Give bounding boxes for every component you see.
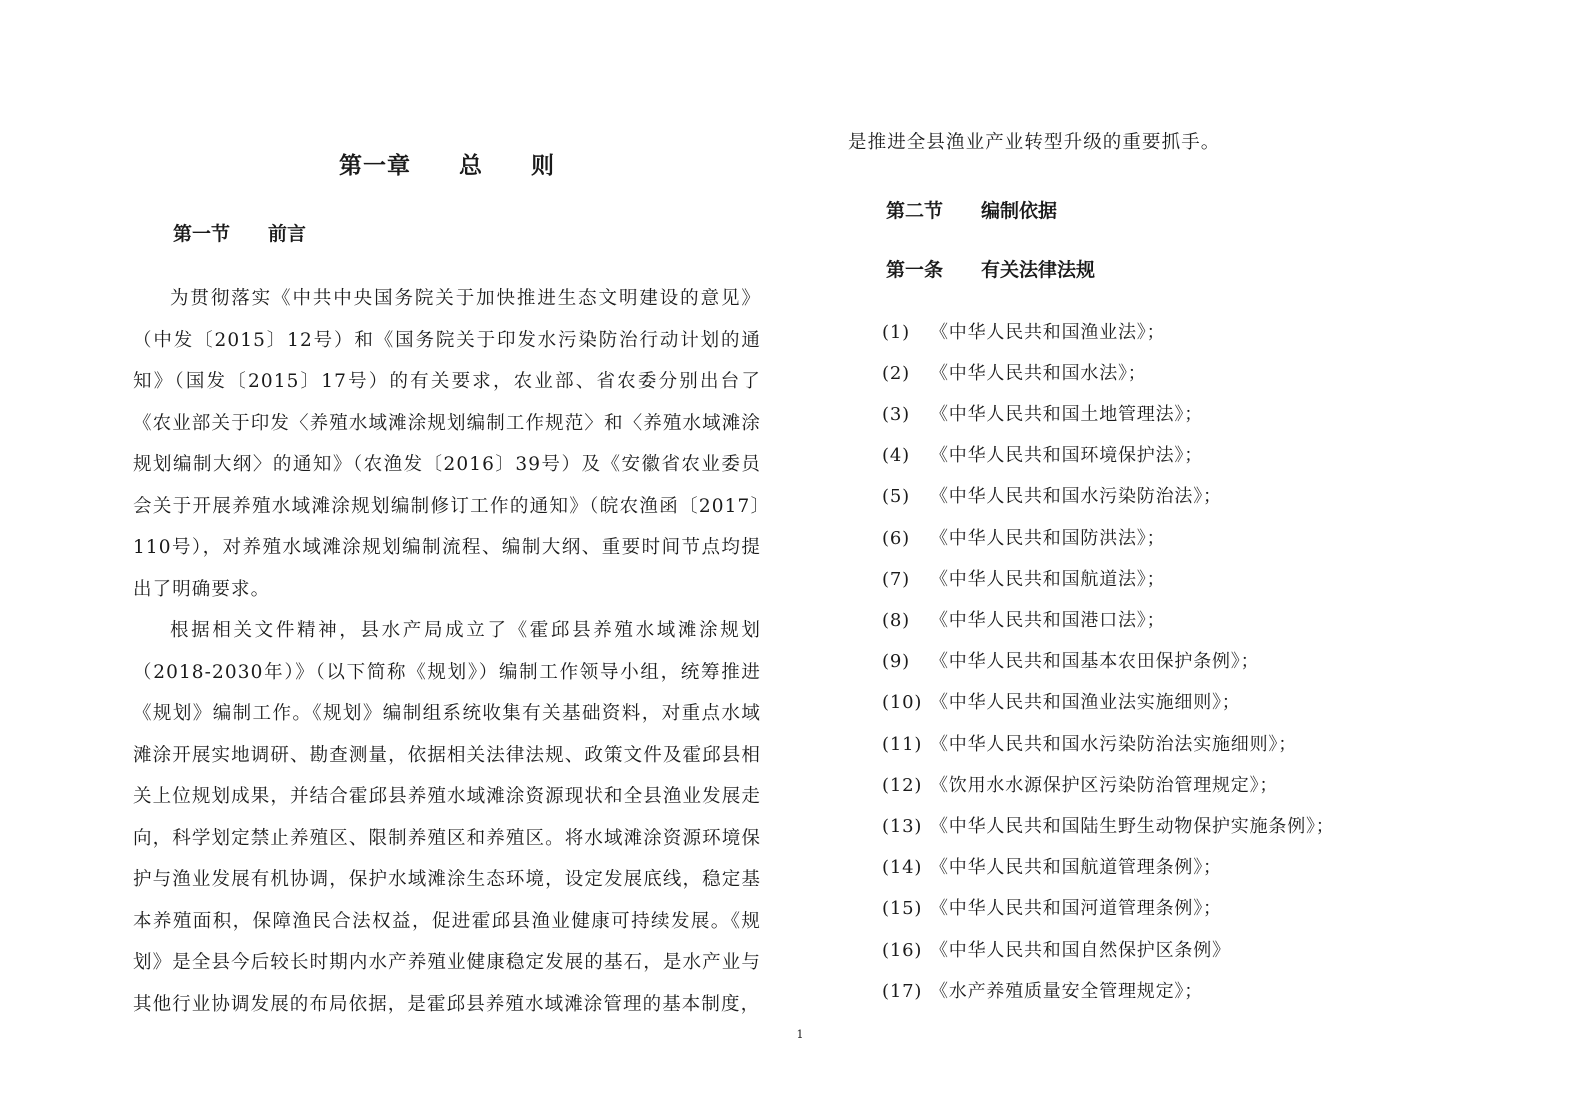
page-number: 1 [796, 1028, 804, 1041]
article-heading-laws: 第一条 有关法律法规 [886, 258, 1096, 281]
law-item [882, 518, 1448, 559]
law-item [882, 724, 1448, 765]
law-title: 《中华人民共和国渔业法》； [930, 321, 1166, 343]
law-item [882, 682, 1448, 723]
law-item [882, 312, 1448, 353]
law-item [882, 641, 1448, 682]
law-number: (9) [882, 651, 910, 673]
left-column [133, 140, 761, 1025]
law-item [882, 600, 1448, 641]
paragraph: 为贯彻落实《中共中央国务院关于加快推进生态文明建设的意见》（中发〔2015〕12号）和《国务院关于印发水污染防治行动计划的通知》（国发〔2015〕17号）的有关要求，农业部、省农委分别出台了《农业部关于印发〈养殖水域滩涂规划编制工作规范〉和〈养殖水域滩涂规划编制大纲〉的通知》（农渔发〔2016〕39号）及《安徽省农业委员会关于开展养殖水域滩涂规划编制修订工作的通知》（皖农渔函〔2017〕110号），对养殖水域滩涂规划编制流程、编制大纲、重要时间节点均提出了明确要求。 [133, 288, 761, 600]
law-title: 《中华人民共和国河道管理条例》； [930, 898, 1222, 920]
law-item [882, 765, 1448, 806]
right-column [848, 122, 1448, 1012]
law-title: 《中华人民共和国水法》； [930, 362, 1147, 384]
law-title: 《中华人民共和国环境保护法》； [930, 445, 1203, 467]
law-title: 《中华人民共和国基本农田保护条例》； [930, 651, 1260, 673]
law-number: (15) [882, 898, 923, 920]
law-item [882, 559, 1448, 600]
section-heading-basis: 第二节 编制依据 [886, 199, 1058, 222]
law-item [882, 847, 1448, 888]
law-number: (5) [882, 486, 910, 508]
law-item [882, 888, 1448, 929]
law-title: 《中华人民共和国自然保护区条例》 [930, 939, 1231, 961]
law-item [882, 806, 1448, 847]
law-number: (12) [882, 774, 923, 796]
law-item [882, 971, 1448, 1012]
law-number: (2) [882, 362, 910, 384]
law-number: (16) [882, 939, 923, 961]
law-title: 《中华人民共和国水污染防治法》； [930, 486, 1222, 508]
law-number: (7) [882, 568, 910, 590]
law-title: 《中华人民共和国港口法》； [930, 609, 1166, 631]
law-number: (8) [882, 609, 910, 631]
law-number: (14) [882, 857, 923, 879]
law-number: (1) [882, 321, 910, 343]
law-title: 《水产养殖质量安全管理规定》； [930, 980, 1203, 1002]
chapter-title: 第一章 总 则 [339, 152, 555, 179]
law-title: 《中华人民共和国防洪法》； [930, 527, 1166, 549]
law-title: 《中华人民共和国陆生野生动物保护实施条例》； [930, 815, 1335, 837]
law-item [882, 476, 1448, 517]
law-title: 《中华人民共和国渔业法实施细则》； [930, 692, 1241, 714]
paragraph: 根据相关文件精神，县水产局成立了《霍邱县养殖水域滩涂规划（2018-2030年）》（以下简称《规划》）编制工作领导小组，统筹推进《规划》编制工作。《规划》编制组系统收集有关基础资料，对重点水域滩涂开展实地调研、勘查测量，依据相关法律法规、政策文件及霍邱县相关上位规划成果，并结合霍邱县养殖水域滩涂资源现状和全县渔业发展走向，科学划定禁止养殖区、限制养殖区和养殖区。将水域滩涂资源环境保护与渔业发展有机协调，保护水域滩涂生态环境，设定发展底线，稳定基本养殖面积，保障渔民合法权益，促进霍邱县渔业健康可持续发展。《规划》是全县今后较长时期内水产养殖业健康稳定发展的基石，是水产业与其他行业协调发展的布局依据，是霍邱县养殖水域滩涂管理的基本制度， [133, 620, 761, 1015]
law-number: (6) [882, 527, 910, 549]
law-item [882, 353, 1448, 394]
section-heading-preface: 第一节 前言 [173, 223, 307, 245]
law-title: 《中华人民共和国土地管理法》； [930, 403, 1203, 425]
law-number: (10) [882, 692, 923, 714]
law-item [882, 435, 1448, 476]
law-list [882, 312, 1448, 1012]
law-item [882, 930, 1448, 971]
law-title: 《饮用水水源保护区污染防治管理规定》； [930, 774, 1279, 796]
law-title: 《中华人民共和国水污染防治法实施细则》； [930, 733, 1297, 755]
law-number: (13) [882, 815, 923, 837]
law-title: 《中华人民共和国航道管理条例》； [930, 857, 1222, 879]
law-number: (3) [882, 403, 910, 425]
law-number: (11) [882, 733, 923, 755]
law-item [882, 394, 1448, 435]
law-title: 《中华人民共和国航道法》； [930, 568, 1166, 590]
law-number: (4) [882, 445, 910, 467]
law-number: (17) [882, 980, 923, 1002]
paragraph-continuation: 是推进全县渔业产业转型升级的重要抓手。 [848, 132, 1221, 153]
